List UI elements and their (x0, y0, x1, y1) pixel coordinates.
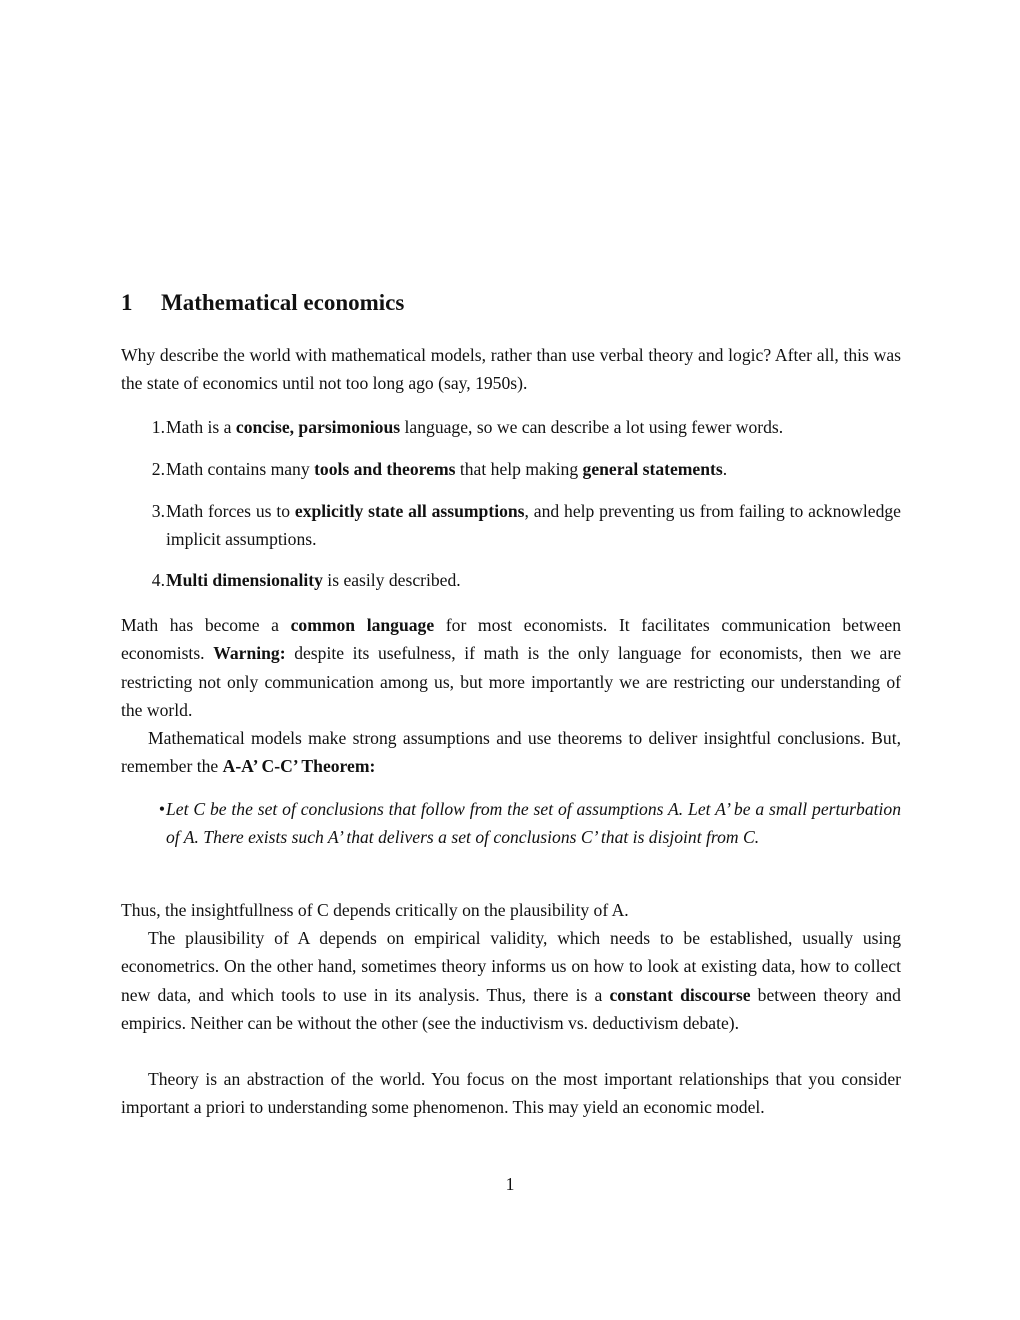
text: Mathematical models make strong assumptions and use theorems to deliver insightful conclusions. But, remember the (121, 728, 901, 777)
text: that help making (455, 459, 583, 479)
list-item (121, 497, 901, 554)
theorem-bullet-item (121, 795, 901, 852)
list-item (121, 413, 901, 441)
bold-text: Multi dimensionality (166, 570, 323, 590)
page-number: 1 (505, 1174, 515, 1194)
text: Math is a (166, 417, 236, 437)
list-marker: • (158, 799, 165, 819)
text: despite its usefulness, if math is the only language for economists, then we are restricting not only communication among us, but more importantly we are restricting our understanding of the world. (121, 643, 901, 720)
section-number: 1 (121, 290, 133, 315)
text: Math forces us to (166, 501, 295, 521)
text: Math has become a (121, 615, 291, 635)
text: , and help preventing us from failing to acknowledge implicit assumptions. (166, 501, 901, 550)
paragraph (121, 724, 901, 781)
text: . (722, 459, 728, 479)
list-marker: 1. (151, 417, 165, 437)
list-item-text (166, 795, 901, 852)
paragraph (121, 611, 901, 724)
list-marker: 4. (151, 570, 165, 590)
text: Why describe the world with mathematical models, rather than use verbal theory and logic? After all, this was the state of economics until not too long ago (say, 1950s). (121, 345, 901, 394)
bold-text: A-A’ C-C’ Theorem: (222, 756, 376, 777)
list-item-text (166, 413, 901, 441)
bold-text: tools and theorems (314, 459, 456, 479)
text: Math contains many (166, 459, 315, 479)
text: is easily described. (322, 570, 461, 590)
bold-text: common language (290, 615, 435, 635)
bold-text: constant discourse (609, 984, 751, 1005)
paragraph (121, 1065, 901, 1122)
paragraph (121, 924, 901, 1037)
section-heading (121, 290, 404, 316)
list-marker: 3. (151, 501, 165, 521)
bold-text: general statements (582, 459, 723, 479)
text: for most economists. It facilitates communication between economists. (121, 615, 901, 664)
paragraph (121, 341, 901, 398)
section-title: Mathematical economics (161, 290, 405, 315)
text: Theory is an abstraction of the world. You focus on the most important relationships that you consider important a priori to understanding some phenomenon. This may yield an economic model. (121, 1069, 901, 1118)
list-marker: 2. (151, 459, 165, 479)
list-item-text (166, 455, 901, 483)
text: language, so we can describe a lot using fewer words. (400, 417, 784, 437)
bold-text: explicitly state all assumptions (294, 501, 525, 521)
list-item-text (166, 497, 901, 554)
text: The plausibility of A depends on empirical validity, which needs to be established, usually using econometrics. On the other hand, sometimes theory informs us on how to look at existing data, how to collect new data, and which tools to use in its analysis. Thus, there is a (121, 928, 901, 1005)
text: Thus, the insightfullness of C depends critically on the plausibility of A. (121, 900, 629, 920)
list-item (121, 455, 901, 483)
bold-text: concise, parsimonious (235, 417, 401, 437)
text: between theory and empirics. Neither can be without the other (see the inductivism vs. deductivism debate). (121, 984, 901, 1033)
list-item-text (166, 566, 901, 594)
bold-text: Warning: (213, 643, 286, 664)
italic-text: Let C be the set of conclusions that follow from the set of assumptions A. Let A’ be a small perturbation of A. There exists such A’ that delivers a set of conclusions C’ that is disjoint from C. (166, 799, 901, 848)
list-item (121, 566, 901, 594)
paragraph (121, 896, 901, 924)
